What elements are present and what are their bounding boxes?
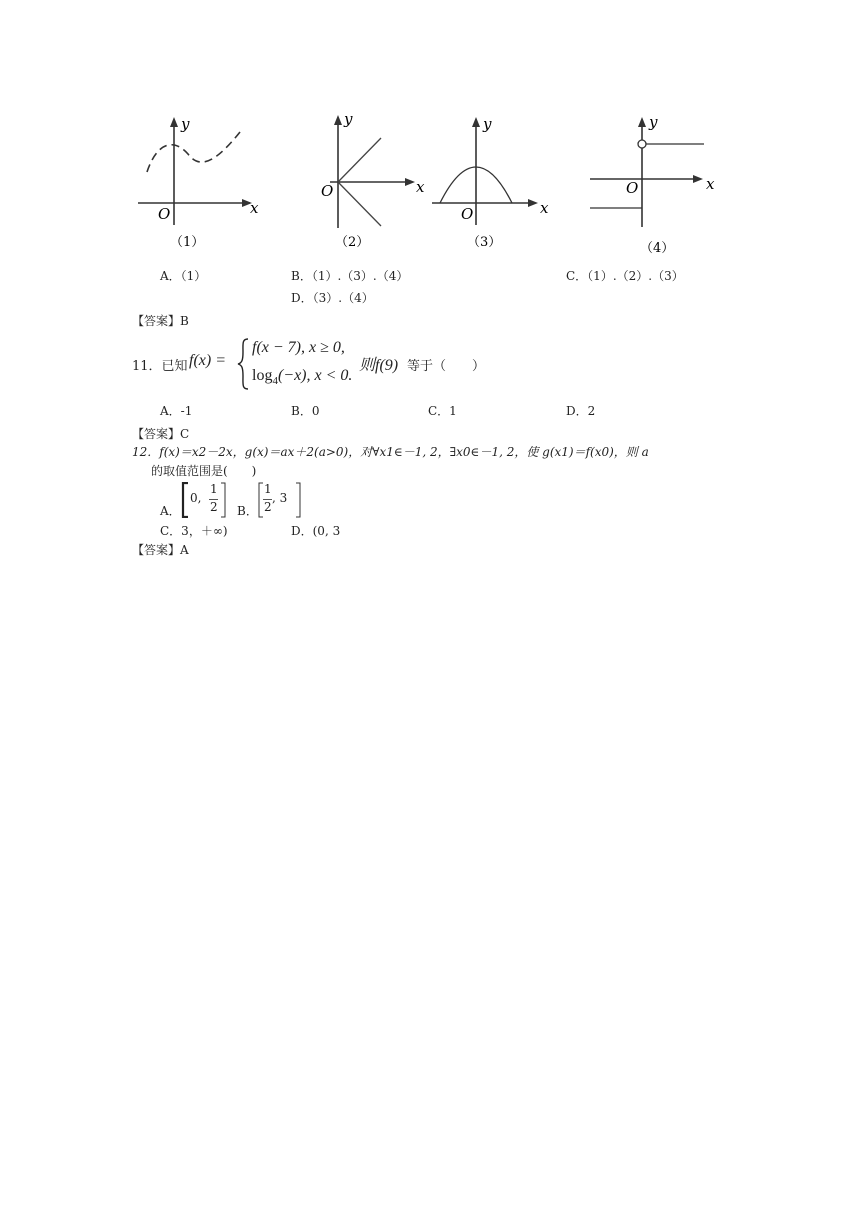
q12-option-a-bracket: [181, 482, 189, 518]
q11-option-b: B．0: [291, 404, 320, 418]
figure-2-ray-up: [338, 138, 381, 182]
figure-4-origin-label: O: [626, 179, 639, 197]
figure-3: [432, 115, 549, 250]
figure-3-x-label: x: [540, 199, 549, 217]
q10-option-d: D．（3）.（4）: [291, 291, 374, 305]
figure-3-x-arrow: [528, 199, 538, 207]
q12-stem-line-1: 12．f(x)＝x2－2x，g(x)＝ax＋2(a>0)，对∀x1∈－1, 2，∃x0∈－1, 2，使 g(x1)＝f(x0)，则 a: [132, 445, 649, 459]
figure-3-y-arrow: [472, 117, 480, 127]
figure-4-y-arrow: [638, 117, 646, 127]
q12-option-d: D．(0, 3: [291, 524, 341, 538]
q11-function-lhs: f(x) =: [189, 352, 226, 369]
figure-4: [590, 113, 715, 256]
q11-option-c: C．1: [428, 404, 457, 418]
q11-option-a: A．-1: [160, 404, 193, 418]
figure-1-y-label: y: [181, 115, 190, 133]
figure-4-y-label: y: [649, 113, 658, 131]
q11-answer: 【答案】C: [132, 427, 190, 441]
figure-2-x-arrow: [405, 178, 415, 186]
figure-1-caption: （1）: [170, 235, 205, 250]
q12-option-a-right-bracket: [220, 482, 226, 518]
q11-log-base: 4: [272, 375, 278, 388]
figure-2-caption: （2）: [335, 235, 370, 250]
q12-option-b-right: , 3: [272, 491, 288, 505]
q12-option-b-den: 2: [264, 500, 272, 514]
q12-option-a-den: 2: [210, 500, 218, 514]
figure-4-caption: （4）: [640, 241, 675, 256]
q12-option-b-label: B．: [237, 504, 258, 518]
q12-option-b-num: 1: [264, 482, 272, 496]
figure-2-y-arrow: [334, 115, 342, 125]
q12-option-a-label: A．: [160, 504, 181, 518]
q11-suffix: 等于（ ）: [407, 359, 486, 374]
q11-case-1: f(x − 7), x ≥ 0,: [252, 339, 345, 356]
figure-3-caption: （3）: [467, 235, 502, 250]
figure-1-wavy-curve: [147, 132, 240, 172]
q12-option-b-right-bracket: [295, 482, 301, 518]
figure-2: [321, 110, 425, 250]
q12-answer: 【答案】A: [132, 543, 189, 557]
q11-brace: [236, 336, 250, 392]
figure-3-y-label: y: [483, 115, 492, 133]
q10-option-a: A．（1）: [160, 269, 207, 283]
figure-4-x-label: x: [706, 175, 715, 193]
figure-4-x-arrow: [693, 175, 703, 183]
figures-strip: [0, 0, 860, 270]
figure-2-x-label: x: [416, 178, 425, 196]
q11-then: 则f(9): [359, 357, 399, 374]
q11-case-2: [252, 367, 352, 387]
q11-log-arg: (−x), x < 0.: [277, 367, 353, 384]
q12-option-c: C．3，＋∞): [160, 524, 228, 538]
q10-option-b: B．（1）.（3）.（4）: [291, 269, 409, 283]
q11-log: log: [252, 367, 273, 384]
q12-option-b: [237, 480, 317, 520]
q12-stem-line-2: 的取值范围是( ): [151, 464, 257, 478]
figure-4-open-point: [638, 140, 646, 148]
figure-1-x-label: x: [250, 199, 259, 217]
q12-option-a-left: 0,: [190, 491, 202, 505]
figure-2-y-label: y: [344, 110, 353, 128]
figure-1-origin-label: O: [158, 205, 171, 223]
figure-2-ray-down: [338, 182, 381, 226]
q12-option-a-num: 1: [210, 482, 218, 496]
figure-1: [138, 115, 259, 250]
figure-2-origin-label: O: [321, 182, 334, 200]
q11-prefix: 11．已知: [132, 359, 188, 374]
q10-answer: 【答案】B: [132, 314, 189, 328]
q11-option-d: D．2: [566, 404, 596, 418]
figure-1-y-arrow: [170, 117, 178, 127]
q10-option-c: C．（1）.（2）.（3）: [566, 269, 684, 283]
figure-3-origin-label: O: [461, 205, 474, 223]
